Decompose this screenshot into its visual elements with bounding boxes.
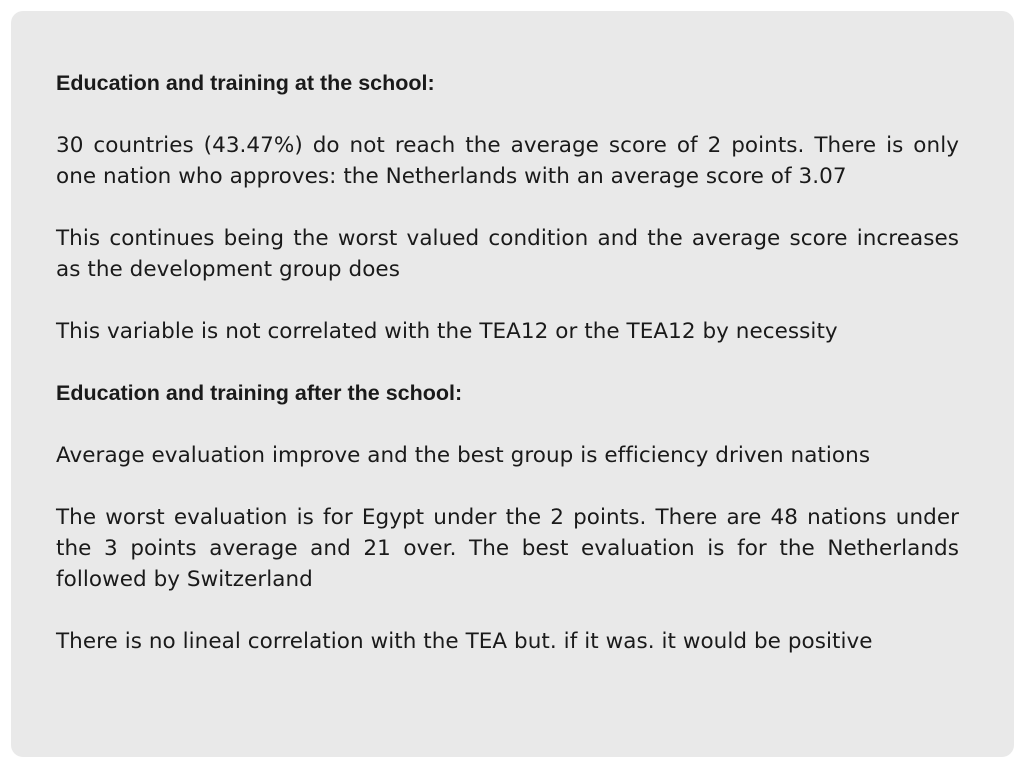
paragraph-school-correlation: This variable is not correlated with the TEA12 or the TEA12 by necessity xyxy=(56,319,838,344)
section-heading-after-school: Education and training after the school: xyxy=(56,381,463,405)
slide-content xyxy=(11,11,1014,757)
paragraph-school-worst-condition: This continues being the worst valued condition and the average score increases as the development group does xyxy=(56,226,959,282)
paragraph-school-average: 30 countries (43.47%) do not reach the average score of 2 points. There is only one nation who approves: the Netherlands with an average score of 3.07 xyxy=(56,133,959,189)
paragraph-after-school-evaluation: The worst evaluation is for Egypt under the 2 points. There are 48 nations under the 3 points average and 21 over. The best evaluation is for the Netherlands followed by Switzerland xyxy=(56,505,959,592)
paragraph-after-school-correlation: There is no lineal correlation with the TEA but. if it was. it would be positive xyxy=(56,629,873,654)
section-heading-school: Education and training at the school: xyxy=(56,71,435,95)
paragraph-after-school-average: Average evaluation improve and the best group is efficiency driven nations xyxy=(56,443,871,468)
